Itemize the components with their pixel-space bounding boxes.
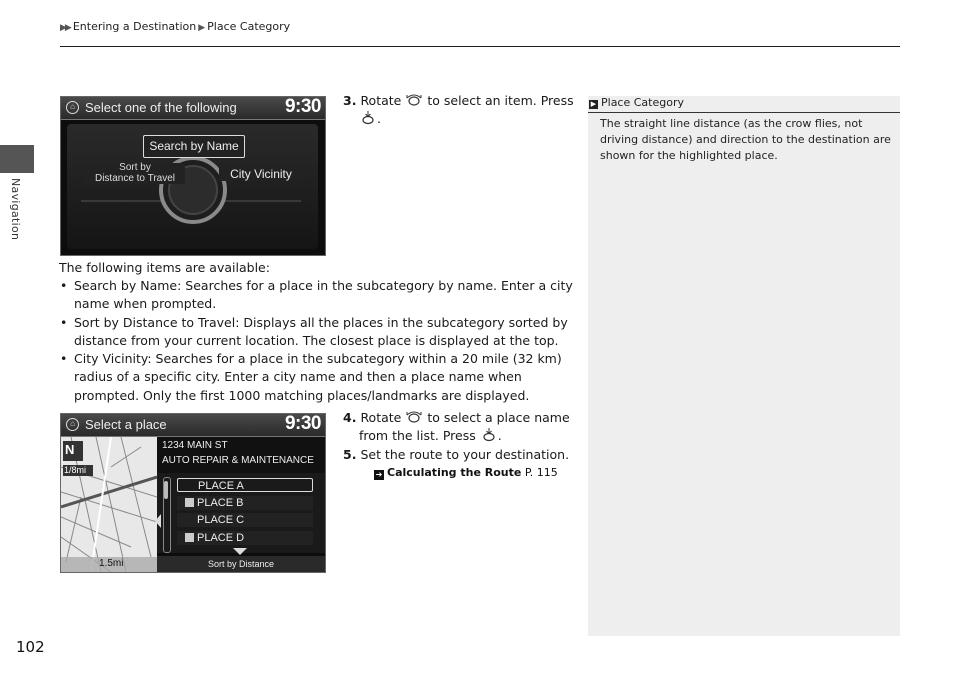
map-scale-top: 1/8mi xyxy=(64,465,87,475)
breadcrumb-arrows-icon: ▶▶ xyxy=(60,23,70,33)
scroll-thumb[interactable] xyxy=(164,481,168,499)
interface-dial-press-icon xyxy=(480,428,498,442)
page-number: 102 xyxy=(16,638,45,656)
step-number: 4. xyxy=(343,410,357,425)
map-scale-bottom: 1.5mi xyxy=(99,558,124,569)
note-body: The straight line distance (as the crow flies, not driving distance) and direction to the destination are shown for the highlighted place. xyxy=(600,117,891,162)
list-item[interactable]: PLACE C xyxy=(177,513,313,527)
breadcrumb-item-2[interactable]: Place Category xyxy=(207,20,291,33)
note-title: Place Category xyxy=(601,96,684,109)
sort-by-distance-button[interactable]: Sort by Distance xyxy=(157,556,325,572)
step-number: 3. xyxy=(343,93,357,108)
list-term: City Vicinity xyxy=(74,351,148,367)
breadcrumb xyxy=(60,20,290,33)
interface-dial-rotate-icon xyxy=(405,93,423,107)
list-term: Search by Name xyxy=(74,278,178,293)
step-text: to select a place name xyxy=(427,410,570,425)
note-sidebar xyxy=(588,96,900,636)
sort-by-distance-option[interactable] xyxy=(85,163,185,184)
map-view[interactable] xyxy=(61,437,157,572)
note-marker-icon: ▶ xyxy=(590,100,597,108)
step-text: Set the route to your destination. xyxy=(360,447,570,462)
address-line-2: AUTO REPAIR & MAINTENANCE xyxy=(162,455,314,466)
search-by-name-option[interactable]: Search by Name xyxy=(143,135,245,158)
step-text: Rotate xyxy=(360,93,402,108)
step-4 xyxy=(343,409,578,445)
xref-label: Calculating the Route xyxy=(387,466,522,479)
home-icon: ⌂ xyxy=(66,101,79,114)
screen-header xyxy=(61,97,325,120)
fuel-icon xyxy=(185,498,194,507)
section-tab-label: Navigation xyxy=(9,178,22,241)
map-streets-graphic xyxy=(61,437,157,572)
interface-dial-press-icon xyxy=(359,111,377,125)
header-rule xyxy=(60,46,900,47)
screen-header xyxy=(61,414,325,437)
step-text: Rotate xyxy=(360,410,402,425)
step-text: to select an item. Press xyxy=(427,93,574,108)
intro-text: The following items are available: xyxy=(59,260,270,275)
back-arrow-icon[interactable] xyxy=(155,514,161,528)
list-item xyxy=(59,277,574,314)
list-term: Sort by Distance to Travel xyxy=(74,314,236,330)
list-desc: : Displays all the places in the subcategory sorted by distance from your current location. The closest place is displayed at the top. xyxy=(74,314,568,348)
clock-time: 9:30 xyxy=(284,413,321,434)
building-icon xyxy=(185,533,194,542)
scroll-down-arrow-icon[interactable] xyxy=(233,548,247,555)
address-line-1: 1234 MAIN ST xyxy=(162,440,228,451)
north-arrow-icon[interactable]: N xyxy=(65,442,75,457)
breadcrumb-arrow-icon: ▶ xyxy=(198,23,206,33)
screen-title: Select a place xyxy=(85,417,167,432)
reference-arrow-icon: ➔ xyxy=(375,470,383,479)
cross-reference-link[interactable] xyxy=(374,466,558,480)
step-text: . xyxy=(497,428,502,443)
section-tab-marker xyxy=(0,145,34,173)
step-number: 5. xyxy=(343,447,357,462)
list-item xyxy=(59,350,574,405)
city-vicinity-option[interactable]: City Vicinity xyxy=(219,167,303,181)
home-icon: ⌂ xyxy=(66,418,79,431)
list-item[interactable]: PLACE B xyxy=(177,496,313,510)
interface-dial-rotate-icon xyxy=(405,410,423,424)
screen-title: Select one of the following xyxy=(85,100,237,115)
clock-time: 9:30 xyxy=(284,96,321,117)
address-panel xyxy=(157,437,325,473)
xref-page: P. 115 xyxy=(524,466,558,479)
sort-by-label-line2: Distance to Travel xyxy=(94,172,176,184)
list-desc: : Searches for a place in the subcategory by name. Enter a city name when prompted. xyxy=(74,278,573,312)
nav-screen-select-option xyxy=(60,96,326,256)
list-desc: : Searches for a place in the subcategory within a 20 mile (32 km) radius of a specific city. Enter a city name and then a place name when prompted. Only the first 1000 matching places/landmarks are displayed. xyxy=(74,351,562,403)
nav-screen-select-place xyxy=(60,413,326,573)
list-item[interactable]: PLACE A xyxy=(177,478,313,492)
options-list xyxy=(59,277,574,405)
step-text: . xyxy=(377,111,381,126)
note-header xyxy=(588,96,900,113)
breadcrumb-item-1[interactable]: Entering a Destination xyxy=(72,20,197,33)
list-item[interactable]: PLACE D xyxy=(177,531,313,545)
list-item xyxy=(59,314,574,351)
step-3 xyxy=(343,92,578,128)
sort-by-label-line1: Sort by xyxy=(119,162,151,173)
step-text: from the list. Press xyxy=(359,428,476,443)
step-5 xyxy=(343,446,578,464)
